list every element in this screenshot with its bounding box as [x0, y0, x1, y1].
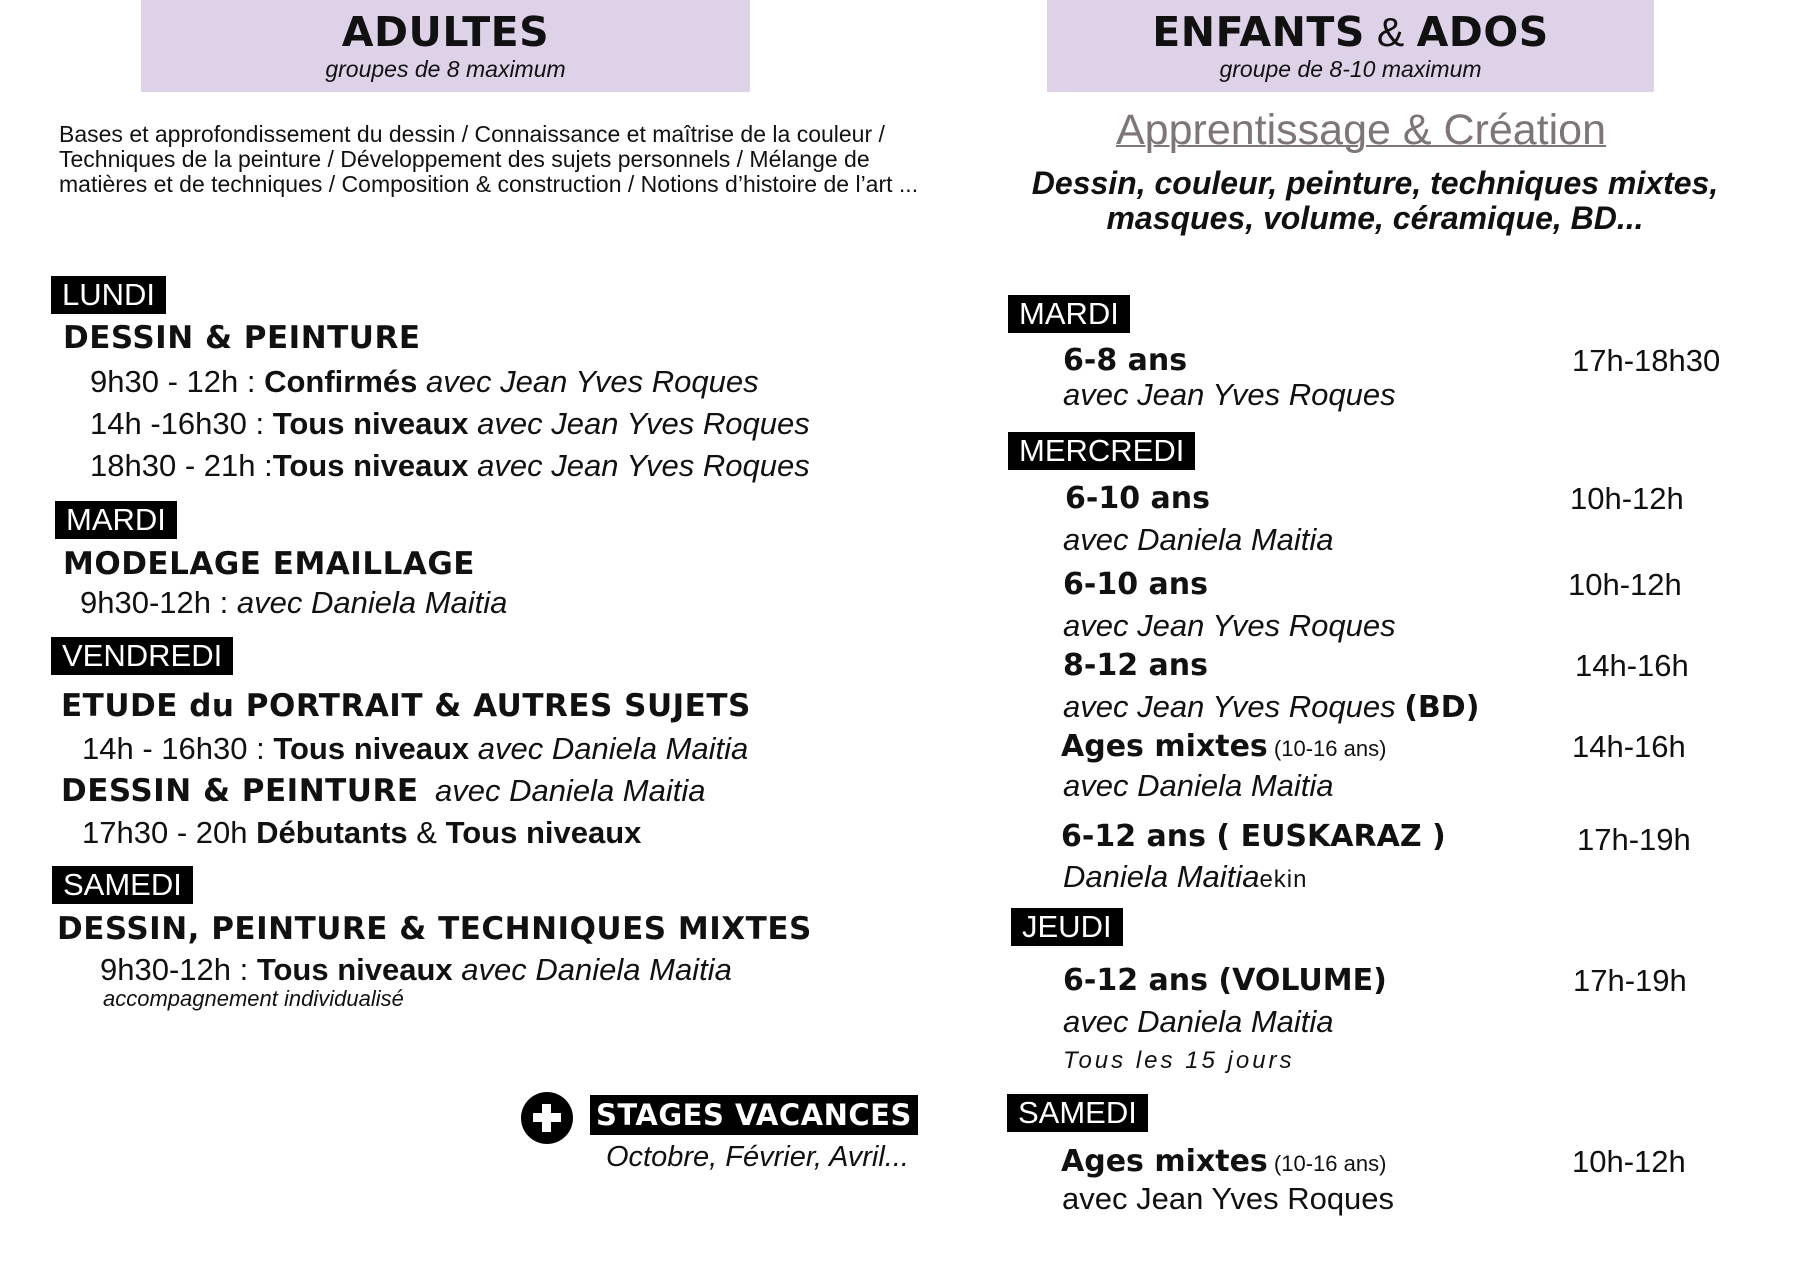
row-teacher: avec Daniela Maitia	[469, 731, 749, 766]
intro-line: matières et de techniques / Composition & construction / Notions d’histoire de l’art ...	[59, 171, 919, 197]
day-label-mardi: MARDI	[55, 501, 177, 539]
schedule-row	[90, 406, 810, 442]
vendredi-heading-2	[61, 773, 706, 809]
row-level: Débutants	[256, 815, 408, 850]
class-time: 14h-16h	[1575, 648, 1689, 683]
class-age-row	[1061, 729, 1386, 764]
class-age: 6-10 ans	[1063, 567, 1208, 602]
class-age: 8-12 ans	[1063, 648, 1208, 683]
class-time: 10h-12h	[1572, 1144, 1686, 1179]
day-label-samedi: SAMEDI	[52, 866, 193, 904]
class-teacher: avec Jean Yves Roques	[1063, 608, 1396, 643]
row-teacher: avec Jean Yves Roques	[468, 406, 810, 441]
class-age: 6-12 ans (VOLUME)	[1063, 963, 1387, 998]
schedule-row	[90, 448, 810, 484]
plus-icon	[521, 1092, 573, 1144]
day-label-samedi: SAMEDI	[1007, 1094, 1148, 1132]
stages-vacances-label: STAGES VACANCES	[590, 1095, 918, 1135]
row-time: 14h - 16h30 :	[82, 731, 274, 766]
row-teacher: avec Daniela Maitia	[434, 773, 706, 808]
adultes-subtitle: groupes de 8 maximum	[325, 56, 566, 82]
schedule-row	[82, 815, 641, 851]
row-level: Tous niveaux	[256, 952, 453, 987]
class-age: Ages mixtes	[1061, 729, 1268, 764]
class-teacher: avec Jean Yves Roques	[1063, 689, 1405, 724]
samedi-note: accompagnement individualisé	[103, 986, 404, 1011]
row-level: Tous niveaux	[445, 815, 642, 850]
schedule-row	[80, 585, 507, 621]
class-teacher-row	[1063, 689, 1479, 725]
row-level: Tous niveaux	[272, 406, 469, 441]
adultes-header	[141, 0, 750, 92]
class-teacher: avec Daniela Maitia	[1063, 522, 1334, 557]
row-teacher: avec Jean Yves Roques	[417, 364, 759, 399]
row-time: 17h30 - 20h	[82, 815, 257, 850]
class-age: 6-8 ans	[1063, 343, 1188, 378]
intro-line: Bases et approfondissement du dessin / Connaissance et maîtrise de la couleur /	[59, 121, 885, 147]
row-level: Tous niveaux	[273, 731, 470, 766]
adultes-intro	[59, 122, 918, 197]
class-age: 6-12 ans ( EUSKARAZ )	[1061, 819, 1446, 854]
row-level: Confirmés	[264, 364, 418, 399]
row-time: 9h30-12h :	[80, 585, 237, 620]
day-label-lundi: LUNDI	[51, 276, 166, 314]
schedule-row	[100, 952, 732, 988]
adultes-title: ADULTES	[341, 8, 550, 56]
row-amp: &	[407, 815, 446, 850]
class-age: 6-10 ans	[1065, 481, 1210, 516]
techniques-list	[1005, 166, 1745, 236]
class-teacher: avec Daniela Maitia	[1063, 1004, 1334, 1039]
enfants-subtitle: groupe de 8-10 maximum	[1219, 56, 1482, 82]
class-time: 17h-19h	[1573, 963, 1687, 998]
samedi-heading: DESSIN, PEINTURE & TECHNIQUES MIXTES	[57, 911, 812, 947]
schedule-row	[82, 731, 748, 767]
row-teacher: avec Jean Yves Roques	[468, 448, 810, 483]
class-tag: (BD)	[1404, 690, 1480, 725]
class-frequency: Tous les 15 jours	[1063, 1047, 1295, 1074]
row-level: Tous niveaux	[272, 448, 469, 483]
class-time: 17h-19h	[1577, 822, 1691, 857]
class-teacher: avec Jean Yves Roques	[1062, 1181, 1395, 1216]
techniques-line: Dessin, couleur, peinture, techniques mixtes,	[1031, 165, 1719, 201]
day-label-jeudi: JEUDI	[1011, 908, 1123, 946]
class-time: 14h-16h	[1572, 729, 1686, 764]
class-teacher: avec Jean Yves Roques	[1063, 377, 1396, 412]
title-amp: &	[1364, 9, 1417, 55]
row-teacher: avec Daniela Maitia	[236, 585, 508, 620]
class-time: 10h-12h	[1570, 481, 1684, 516]
stages-months: Octobre, Février, Avril...	[606, 1141, 909, 1173]
row-teacher: avec Daniela Maitia	[452, 952, 732, 987]
class-age: Ages mixtes	[1061, 1144, 1268, 1179]
class-time: 17h-18h30	[1572, 343, 1721, 378]
day-label-mercredi: MERCREDI	[1008, 432, 1195, 470]
class-teacher-suffix: ekin	[1259, 866, 1308, 893]
class-range: (10-16 ans)	[1267, 736, 1387, 761]
row-time: 18h30 - 21h :	[90, 448, 273, 483]
row-time: 9h30 - 12h :	[90, 364, 265, 399]
class-teacher: avec Daniela Maitia	[1063, 768, 1334, 803]
lundi-heading: DESSIN & PEINTURE	[63, 320, 421, 356]
enfants-header	[1047, 0, 1654, 92]
heading-text: DESSIN & PEINTURE	[61, 773, 419, 809]
vendredi-heading: ETUDE du PORTRAIT & AUTRES SUJETS	[61, 688, 751, 724]
enfants-title	[1047, 8, 1654, 56]
intro-line: Techniques de la peinture / Développement des sujets personnels / Mélange de	[59, 146, 870, 172]
schedule-row	[90, 364, 759, 400]
row-time: 14h -16h30 :	[90, 406, 273, 441]
techniques-line: masques, volume, céramique, BD...	[1106, 200, 1644, 236]
class-teacher-row	[1063, 859, 1307, 895]
class-teacher: Daniela Maitia	[1063, 859, 1260, 894]
mardi-heading: MODELAGE EMAILLAGE	[63, 546, 475, 582]
row-time: 9h30-12h :	[100, 952, 257, 987]
creation-title: Apprentissage & Création	[1116, 106, 1607, 154]
title-part: ADOS	[1416, 8, 1549, 56]
day-label-vendredi: VENDREDI	[51, 637, 233, 675]
title-part: ENFANTS	[1152, 8, 1365, 56]
class-age-row	[1061, 1144, 1386, 1179]
day-label-mardi: MARDI	[1008, 295, 1130, 333]
class-time: 10h-12h	[1568, 567, 1682, 602]
class-range: (10-16 ans)	[1267, 1151, 1387, 1176]
